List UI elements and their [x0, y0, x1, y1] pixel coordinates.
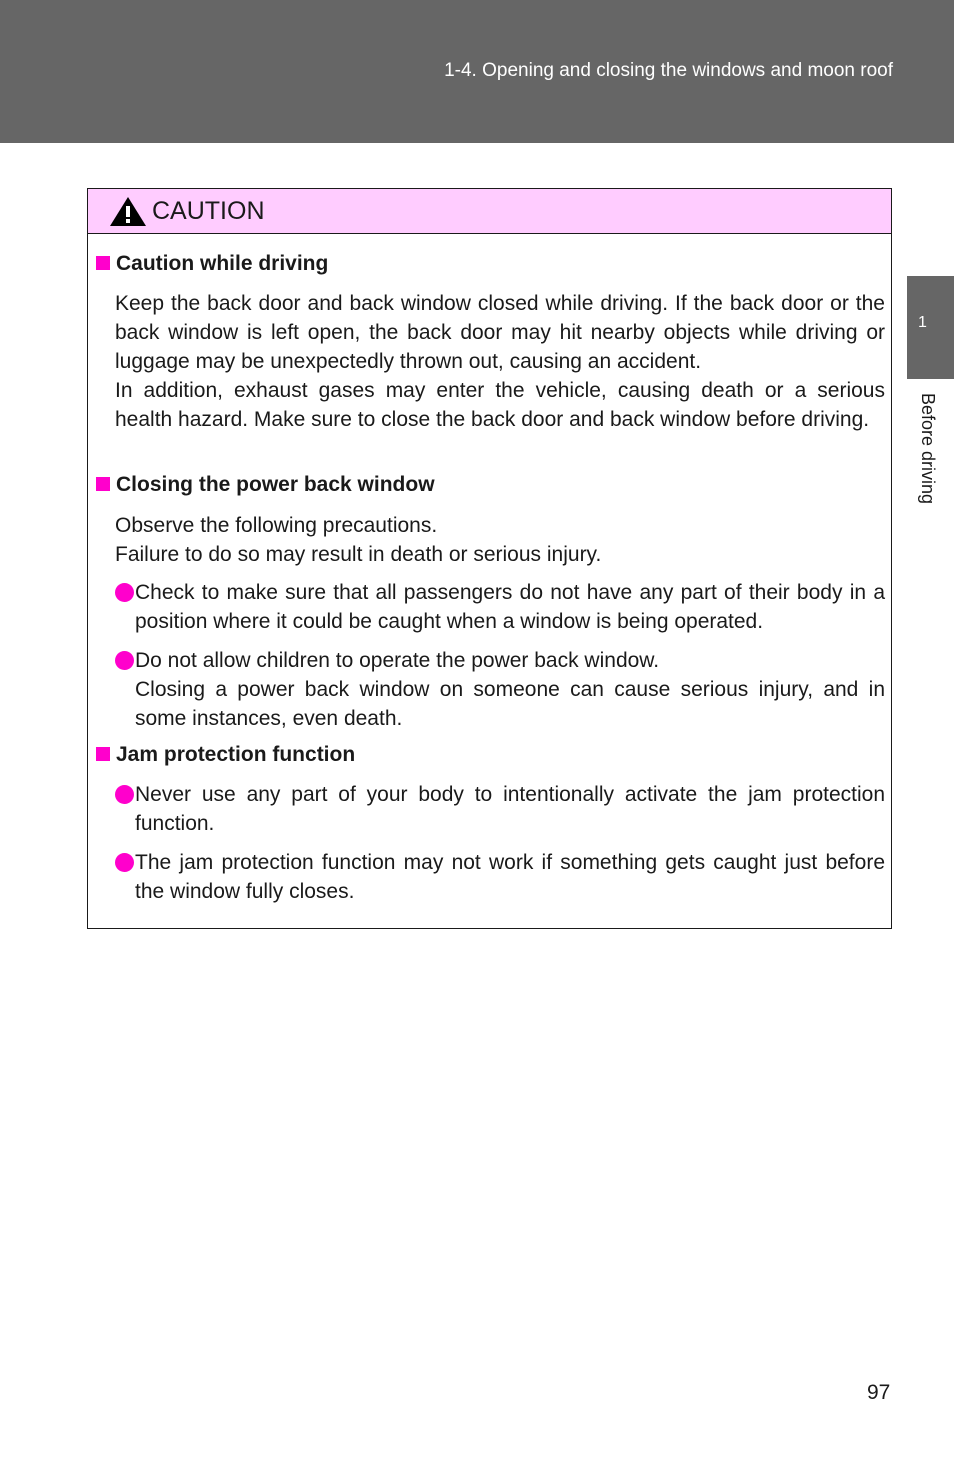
header-band: [0, 0, 954, 143]
section-title: 1-4. Opening and closing the windows and moon roof: [444, 60, 893, 81]
page-number: 97: [867, 1381, 891, 1404]
bullet-item: [115, 646, 885, 733]
bullet-item: [115, 578, 885, 636]
warning-triangle-icon: [109, 196, 147, 227]
caution-header: [88, 189, 891, 234]
paragraph-text: Observe the following precautions.: [115, 514, 438, 537]
section-heading-back-window: [96, 473, 435, 497]
chapter-tab-number: 1: [918, 314, 927, 331]
round-bullet-icon: [115, 583, 134, 602]
paragraph: [115, 511, 885, 569]
paragraph: [115, 289, 885, 434]
round-bullet-icon: [115, 853, 134, 872]
bullet-text: Never use any part of your body to intentionally activate the jam protection function.: [135, 783, 885, 835]
bullet-text: Check to make sure that all passengers do not have any part of their body in a position where it could be caught when a window is being operated.: [135, 581, 885, 633]
paragraph-text: In addition, exhaust gases may enter the vehicle, causing death or a serious health hazard. Make sure to close the back door and back window before driving.: [115, 379, 885, 431]
caution-box: [87, 188, 892, 929]
square-bullet-icon: [96, 256, 110, 270]
bullet-text: The jam protection function may not work if something gets caught just before the window fully closes.: [135, 851, 885, 903]
round-bullet-icon: [115, 651, 134, 670]
section-heading-text: Jam protection function: [116, 743, 356, 766]
section-heading-jam-protection: [96, 743, 355, 767]
paragraph-text: Failure to do so may result in death or serious injury.: [115, 543, 602, 566]
section-heading-text: Closing the power back window: [116, 473, 435, 496]
round-bullet-icon: [115, 785, 134, 804]
section-heading-driving: [96, 252, 328, 276]
square-bullet-icon: [96, 477, 110, 491]
bullet-text: Do not allow children to operate the power back window.: [135, 649, 660, 672]
bullet-item: [115, 848, 885, 906]
chapter-tab-label: Before driving: [918, 393, 938, 505]
bullet-text: Closing a power back window on someone can cause serious injury, and in some instances, even death.: [135, 678, 885, 730]
section-heading-text: Caution while driving: [116, 252, 329, 275]
chapter-tab: [907, 276, 954, 379]
bullet-item: [115, 780, 885, 838]
caution-title: CAUTION: [152, 196, 265, 225]
square-bullet-icon: [96, 747, 110, 761]
paragraph-text: Keep the back door and back window closed while driving. If the back door or the back window is left open, the back door may hit nearby objects while driving or luggage may be unexpectedly thrown out, causing an accident.: [115, 292, 885, 373]
